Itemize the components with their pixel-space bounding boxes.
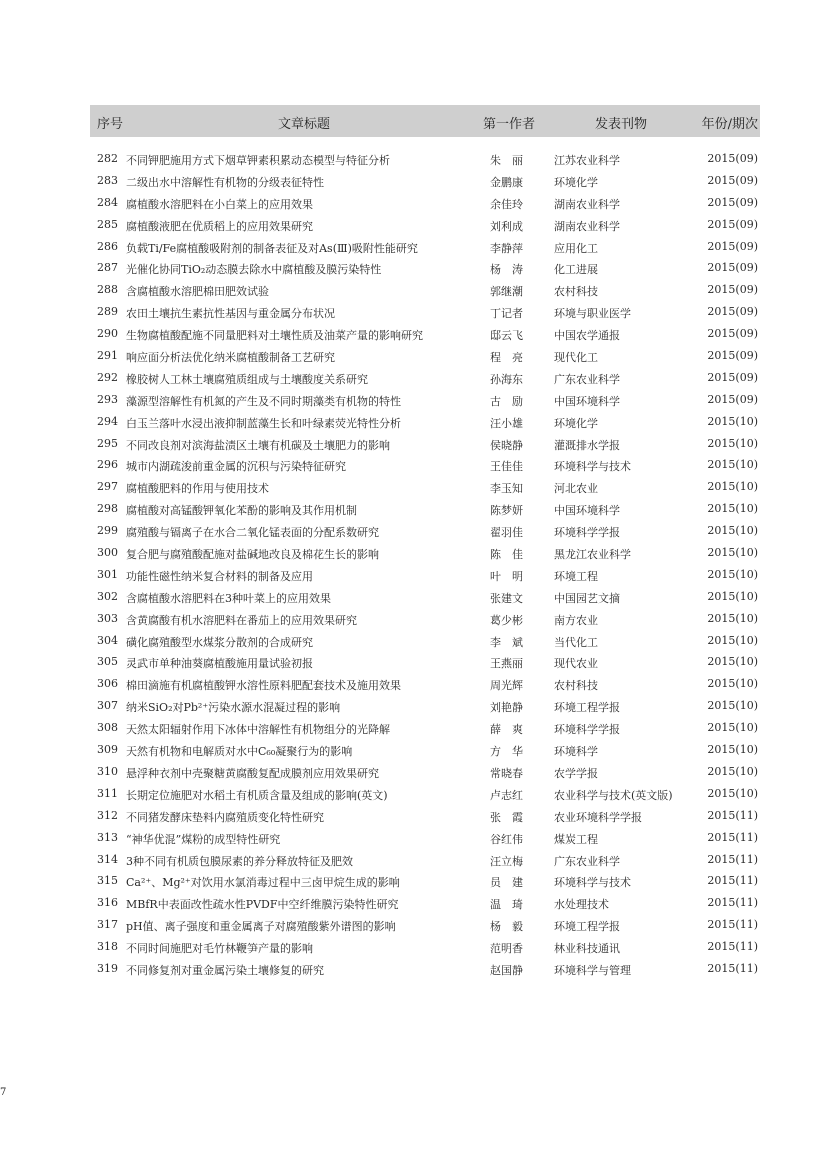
row-title: 农田土壤抗生素抗性基因与重金属分布状况	[126, 307, 335, 321]
row-journal: 环境科学与管理	[554, 963, 631, 977]
table-row	[90, 455, 760, 477]
row-num: 310	[97, 764, 118, 778]
table-row	[90, 762, 760, 784]
row-author: 杨 涛	[490, 263, 523, 277]
table-row	[90, 302, 760, 324]
row-author: 陈 佳	[490, 548, 523, 562]
row-author: 翟羽佳	[490, 526, 523, 540]
table-row	[90, 477, 760, 499]
row-author: 古 励	[490, 394, 523, 408]
row-year: 2015(09)	[707, 370, 758, 384]
row-journal: 黑龙江农业科学	[554, 548, 631, 562]
row-title: 灵武市单种油葵腐植酸施用量试验初报	[126, 657, 313, 671]
row-year: 2015(10)	[707, 414, 758, 428]
row-journal: 南方农业	[554, 613, 598, 627]
row-title: 响应面分析法优化纳米腐植酸制备工艺研究	[126, 351, 335, 365]
row-num: 303	[97, 611, 118, 625]
table-row	[90, 937, 760, 959]
row-author: 王佳佳	[490, 460, 523, 474]
row-num: 292	[97, 370, 118, 384]
row-year: 2015(09)	[707, 349, 758, 363]
row-year: 2015(09)	[707, 327, 758, 341]
row-year: 2015(10)	[707, 589, 758, 603]
row-journal: 环境科学	[554, 745, 598, 759]
row-year: 2015(10)	[707, 633, 758, 647]
row-journal: 农业科学与技术(英文版)	[554, 788, 673, 802]
table-row	[90, 215, 760, 237]
row-title: 腐植酸对高锰酸钾氧化苯酚的影响及其作用机制	[126, 504, 357, 518]
row-title: 白玉兰落叶水浸出液抑制蓝藻生长和叶绿素荧光特性分析	[126, 416, 401, 430]
row-author: 葛少彬	[490, 613, 523, 627]
header-year: 年份/期次	[701, 117, 758, 132]
row-year: 2015(11)	[707, 830, 758, 844]
row-year: 2015(09)	[707, 261, 758, 275]
row-journal: 农业环境科学学报	[554, 810, 642, 824]
row-author: 杨 毅	[490, 920, 523, 934]
row-author: 汪小雄	[490, 416, 523, 430]
table-row	[90, 609, 760, 631]
row-author: 薛 爽	[490, 723, 523, 737]
row-journal: 农村科技	[554, 285, 598, 299]
row-author: 卢志红	[490, 788, 523, 802]
row-journal: 化工进展	[554, 263, 598, 277]
row-author: 汪立梅	[490, 854, 523, 868]
row-title: 复合肥与腐殖酸配施对盐碱地改良及棉花生长的影响	[126, 548, 379, 562]
header-num: 序号	[97, 117, 124, 132]
table-row	[90, 915, 760, 937]
table-row	[90, 587, 760, 609]
row-title: pH值、离子强度和重金属离子对腐殖酸紫外谱图的影响	[126, 920, 396, 934]
row-author: 余佳玲	[490, 197, 523, 211]
row-title: 腐植酸肥料的作用与使用技术	[126, 482, 269, 496]
row-journal: 中国环境科学	[554, 504, 620, 518]
row-author: 张 霞	[490, 810, 523, 824]
row-author: 温 琦	[490, 898, 523, 912]
row-author: 孙海东	[490, 372, 523, 386]
table-row	[90, 565, 760, 587]
row-year: 2015(10)	[707, 546, 758, 560]
row-title: 橡胶树人工林土壤腐殖质组成与土壤酸度关系研究	[126, 372, 368, 386]
row-num: 296	[97, 458, 118, 472]
row-year: 2015(10)	[707, 502, 758, 516]
row-journal: 中国农学通报	[554, 329, 620, 343]
table-row	[90, 893, 760, 915]
row-journal: 应用化工	[554, 241, 598, 255]
table-row	[90, 149, 760, 171]
table-row	[90, 674, 760, 696]
row-year: 2015(11)	[707, 961, 758, 975]
row-journal: 中国环境科学	[554, 394, 620, 408]
row-journal: 环境化学	[554, 416, 598, 430]
row-journal: 环境科学与技术	[554, 876, 631, 890]
row-journal: 林业科技通讯	[554, 942, 620, 956]
table-row	[90, 871, 760, 893]
row-year: 2015(10)	[707, 677, 758, 691]
row-author: 周光辉	[490, 679, 523, 693]
row-author: 陈梦妍	[490, 504, 523, 518]
row-journal: 环境科学学报	[554, 526, 620, 540]
row-year: 2015(11)	[707, 918, 758, 932]
row-year: 2015(09)	[707, 305, 758, 319]
table-body	[90, 149, 760, 981]
table-row	[90, 740, 760, 762]
row-num: 308	[97, 721, 118, 735]
row-year: 2015(10)	[707, 699, 758, 713]
table-row	[90, 631, 760, 653]
table-row	[90, 412, 760, 434]
row-journal: 灌溉排水学报	[554, 438, 620, 452]
row-author: 赵国静	[490, 963, 523, 977]
row-num: 315	[97, 874, 118, 888]
row-journal: 农村科技	[554, 679, 598, 693]
row-title: MBfR中表面改性疏水性PVDF中空纤维膜污染特性研究	[126, 898, 399, 912]
row-title: 不同改良剂对滨海盐渍区土壤有机碳及土壤肥力的影响	[126, 438, 390, 452]
row-title: 纳米SiO₂对Pb²⁺污染水源水混凝过程的影响	[126, 701, 341, 715]
row-year: 2015(10)	[707, 764, 758, 778]
row-num: 284	[97, 195, 118, 209]
row-journal: 现代化工	[554, 351, 598, 365]
table-row	[90, 258, 760, 280]
row-author: 刘利成	[490, 219, 523, 233]
row-num: 318	[97, 940, 118, 954]
row-num: 313	[97, 830, 118, 844]
row-num: 302	[97, 589, 118, 603]
row-year: 2015(09)	[707, 195, 758, 209]
table-row	[90, 390, 760, 412]
row-journal: 环境工程学报	[554, 701, 620, 715]
row-year: 2015(10)	[707, 786, 758, 800]
row-title: 含腐植酸水溶肥棉田肥效试验	[126, 285, 269, 299]
table-row	[90, 171, 760, 193]
row-num: 307	[97, 699, 118, 713]
row-num: 293	[97, 392, 118, 406]
row-title: 不同钾肥施用方式下烟草钾素积累动态模型与特征分析	[126, 154, 390, 167]
row-num: 294	[97, 414, 118, 428]
row-title: 不同修复剂对重金属污染土壤修复的研究	[126, 963, 324, 977]
row-author: 员 建	[490, 876, 523, 890]
table-row	[90, 543, 760, 565]
row-num: 319	[97, 961, 118, 975]
row-num: 301	[97, 567, 118, 581]
row-num: 314	[97, 852, 118, 866]
row-title: 3种不同有机质包膜尿素的养分释放特征及肥效	[126, 854, 353, 868]
row-year: 2015(09)	[707, 392, 758, 406]
row-num: 297	[97, 480, 118, 494]
row-journal: 煤炭工程	[554, 832, 598, 846]
row-num: 291	[97, 349, 118, 363]
row-title: 腐殖酸与镉离子在水合二氧化锰表面的分配系数研究	[126, 526, 379, 540]
row-title: 藻源型溶解性有机氮的产生及不同时期藻类有机物的特性	[126, 394, 401, 408]
row-num: 290	[97, 327, 118, 341]
row-author: 朱 丽	[490, 154, 523, 167]
row-num: 311	[97, 786, 118, 800]
row-num: 306	[97, 677, 118, 691]
row-num: 317	[97, 918, 118, 932]
row-title: 天然太阳辐射作用下冰体中溶解性有机物组分的光降解	[126, 723, 390, 737]
header-author: 第一作者	[483, 117, 536, 132]
table-row	[90, 280, 760, 302]
row-year: 2015(10)	[707, 567, 758, 581]
row-journal: 河北农业	[554, 482, 598, 496]
row-author: 邸云飞	[490, 329, 523, 343]
table-row	[90, 521, 760, 543]
row-year: 2015(10)	[707, 611, 758, 625]
table-row	[90, 806, 760, 828]
table-row	[90, 434, 760, 456]
row-author: 金鹏康	[490, 175, 523, 189]
table-row	[90, 652, 760, 674]
row-num: 309	[97, 743, 118, 757]
row-journal: 江苏农业科学	[554, 154, 620, 167]
row-title: “神华优混”煤粉的成型特性研究	[126, 832, 281, 846]
row-title: 不同猪发酵床垫料内腐殖质变化特性研究	[126, 810, 324, 824]
row-author: 郭继潮	[490, 285, 523, 299]
table-row	[90, 324, 760, 346]
row-year: 2015(10)	[707, 721, 758, 735]
row-author: 叶 明	[490, 569, 523, 583]
row-author: 刘艳静	[490, 701, 523, 715]
row-journal: 环境科学与技术	[554, 460, 631, 474]
row-journal: 农学学报	[554, 766, 598, 780]
row-num: 286	[97, 239, 118, 253]
row-num: 300	[97, 546, 118, 560]
header-title: 文章标题	[278, 117, 331, 132]
row-author: 李静萍	[490, 241, 523, 255]
row-num: 287	[97, 261, 118, 275]
row-journal: 湖南农业科学	[554, 197, 620, 211]
row-author: 李玉知	[490, 482, 523, 496]
row-year: 2015(11)	[707, 808, 758, 822]
row-title: 棉田滴施有机腐植酸钾水溶性原料肥配套技术及施用效果	[126, 679, 401, 693]
row-journal: 环境工程学报	[554, 920, 620, 934]
row-journal: 当代化工	[554, 635, 598, 649]
row-title: 生物腐植酸配施不同量肥料对土壤性质及油菜产量的影响研究	[126, 329, 423, 343]
row-author: 李 斌	[490, 635, 523, 649]
row-year: 2015(09)	[707, 283, 758, 297]
row-title: 悬浮种衣剂中壳聚糖黄腐酸复配成膜剂应用效果研究	[126, 766, 379, 780]
row-year: 2015(09)	[707, 152, 758, 165]
row-author: 侯晓静	[490, 438, 523, 452]
row-num: 288	[97, 283, 118, 297]
page-number: 7	[0, 1087, 7, 1098]
table-row	[90, 696, 760, 718]
row-title: 含腐植酸水溶肥料在3种叶菜上的应用效果	[126, 591, 331, 605]
table-row	[90, 346, 760, 368]
row-journal: 环境与职业医学	[554, 307, 631, 321]
row-num: 295	[97, 436, 118, 450]
row-title: 功能性磁性纳米复合材料的制备及应用	[126, 569, 313, 583]
table-row	[90, 368, 760, 390]
header-journal: 发表刊物	[595, 117, 648, 132]
table-row	[90, 828, 760, 850]
table-row	[90, 718, 760, 740]
row-journal: 中国园艺文摘	[554, 591, 620, 605]
row-year: 2015(10)	[707, 655, 758, 669]
row-journal: 水处理技术	[554, 898, 609, 912]
row-title: 长期定位施肥对水稻土有机质含量及组成的影响(英文)	[126, 788, 388, 802]
row-num: 304	[97, 633, 118, 647]
row-year: 2015(09)	[707, 217, 758, 231]
row-num: 316	[97, 896, 118, 910]
table-row	[90, 499, 760, 521]
table-row	[90, 193, 760, 215]
row-author: 丁记者	[490, 307, 523, 321]
row-year: 2015(10)	[707, 480, 758, 494]
row-year: 2015(09)	[707, 173, 758, 187]
row-author: 方 华	[490, 745, 523, 759]
row-journal: 广东农业科学	[554, 854, 620, 868]
row-year: 2015(11)	[707, 896, 758, 910]
row-journal: 环境科学学报	[554, 723, 620, 737]
row-num: 282	[97, 152, 118, 165]
row-num: 283	[97, 173, 118, 187]
row-title: 光催化协同TiO₂动态膜去除水中腐植酸及膜污染特性	[126, 263, 382, 277]
row-journal: 湖南农业科学	[554, 219, 620, 233]
table-header	[90, 105, 760, 137]
row-title: Ca²⁺、Mg²⁺对饮用水氯消毒过程中三卤甲烷生成的影响	[126, 876, 400, 890]
row-title: 二级出水中溶解性有机物的分级表征特性	[126, 175, 324, 189]
row-author: 常晓春	[490, 766, 523, 780]
row-title: 城市内湖疏浚前重金属的沉积与污染特征研究	[126, 460, 346, 474]
row-author: 程 亮	[490, 351, 523, 365]
row-num: 289	[97, 305, 118, 319]
row-year: 2015(10)	[707, 524, 758, 538]
row-num: 299	[97, 524, 118, 538]
row-num: 305	[97, 655, 118, 669]
row-num: 298	[97, 502, 118, 516]
table-row	[90, 959, 760, 981]
row-num: 312	[97, 808, 118, 822]
row-title: 天然有机物和电解质对水中C₆₀凝聚行为的影响	[126, 745, 353, 759]
row-journal: 广东农业科学	[554, 372, 620, 386]
row-title: 负载Ti/Fe腐植酸吸附剂的制备表征及对As(Ⅲ)吸附性能研究	[126, 241, 418, 255]
table-row	[90, 784, 760, 806]
row-author: 谷红伟	[490, 832, 523, 846]
row-year: 2015(10)	[707, 436, 758, 450]
row-num: 285	[97, 217, 118, 231]
article-table	[90, 105, 760, 981]
row-year: 2015(11)	[707, 940, 758, 954]
row-year: 2015(11)	[707, 852, 758, 866]
row-author: 范明香	[490, 942, 523, 956]
row-title: 腐植酸水溶肥料在小白菜上的应用效果	[126, 197, 313, 211]
row-journal: 现代农业	[554, 657, 598, 671]
row-title: 不同时间施肥对毛竹林鞭笋产量的影响	[126, 942, 313, 956]
table-row	[90, 850, 760, 872]
row-year: 2015(11)	[707, 874, 758, 888]
row-year: 2015(10)	[707, 458, 758, 472]
row-author: 王燕丽	[490, 657, 523, 671]
row-author: 张建文	[490, 591, 523, 605]
row-year: 2015(10)	[707, 743, 758, 757]
row-journal: 环境工程	[554, 569, 598, 583]
row-title: 含黄腐酸有机水溶肥料在番茄上的应用效果研究	[126, 613, 357, 627]
row-title: 腐植酸液肥在优质稻上的应用效果研究	[126, 219, 313, 233]
row-journal: 环境化学	[554, 175, 598, 189]
table-row	[90, 237, 760, 259]
row-year: 2015(09)	[707, 239, 758, 253]
row-title: 磺化腐殖酸型水煤浆分散剂的合成研究	[126, 635, 313, 649]
